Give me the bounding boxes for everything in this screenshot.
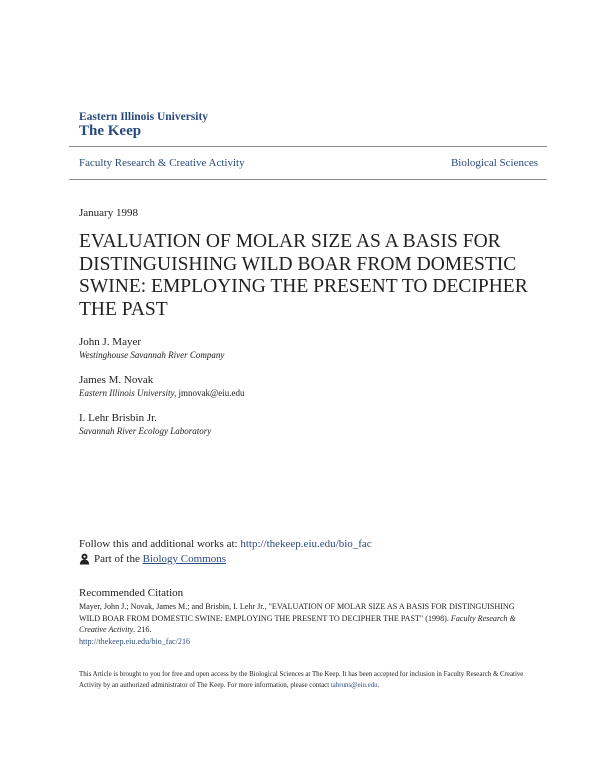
- access-statement-end: .: [377, 681, 380, 689]
- affiliation-text: Eastern Illinois University,: [79, 388, 177, 398]
- citation-journal: Faculty Research & Creative Activity: [79, 613, 516, 634]
- author-affiliation: Savannah River Ecology Laboratory: [79, 426, 212, 436]
- contact-email-link[interactable]: tabruns@eiu.edu: [330, 681, 378, 689]
- follow-text: Follow this and additional works at:: [79, 538, 238, 550]
- department-link[interactable]: Biological Sciences: [450, 157, 538, 169]
- creative-commons-icon: [79, 553, 90, 565]
- author-name[interactable]: John J. Mayer: [79, 336, 142, 348]
- part-of-line: [79, 553, 226, 565]
- publication-date: January 1998: [79, 207, 138, 219]
- author-block-1: [79, 336, 224, 360]
- author-block-2: [79, 374, 245, 398]
- biology-commons-link[interactable]: Biology Commons: [142, 553, 227, 565]
- header-divider-top: [69, 146, 547, 147]
- citation-text: [79, 601, 529, 647]
- follow-line: [79, 538, 372, 550]
- author-name[interactable]: James M. Novak: [79, 374, 154, 386]
- author-block-3: [79, 412, 211, 436]
- author-email[interactable]: jmnovak@eiu.edu: [178, 388, 245, 398]
- collection-link[interactable]: Faculty Research & Creative Activity: [79, 157, 245, 169]
- header-divider-bottom: [69, 179, 547, 180]
- institution-name[interactable]: Eastern Illinois University: [79, 111, 209, 123]
- access-statement: [79, 670, 529, 691]
- author-affiliation: Westinghouse Savannah River Company: [79, 350, 225, 360]
- part-of-prefix: Part of the: [94, 553, 140, 565]
- author-affiliation: [79, 388, 245, 398]
- collection-url-link[interactable]: http://thekeep.eiu.edu/bio_fac: [240, 538, 372, 550]
- citation-body: Mayer, John J.; Novak, James M.; and Brisbin, I. Lehr Jr., "EVALUATION OF MOLAR SIZE AS A BASIS FOR DISTINGUISHING WILD BOAR FROM DOMESTIC SWINE: EMPLOYING THE PRESENT TO DECIPHER THE PAST" (1998).: [79, 602, 515, 623]
- repository-name[interactable]: The Keep: [79, 123, 142, 139]
- author-name[interactable]: I. Lehr Brisbin Jr.: [79, 412, 157, 424]
- access-statement-text: This Article is brought to you for free and open access by the Biological Sciences at The Keep. It has been accepted for inclusion in Faculty Research & Creative Activity by an authorized administrator of The Keep. For more information, please contact: [79, 671, 524, 689]
- citation-url-link[interactable]: http://thekeep.eiu.edu/bio_fac/216: [79, 636, 191, 646]
- paper-title: EVALUATION OF MOLAR SIZE AS A BASIS FOR DISTINGUISHING WILD BOAR FROM DOMESTIC SWINE: EMPLOYING THE PRESENT TO DECIPHER THE PAST: [79, 231, 528, 320]
- citation-number: . 216.: [133, 625, 152, 634]
- recommended-citation-heading: Recommended Citation: [79, 587, 184, 599]
